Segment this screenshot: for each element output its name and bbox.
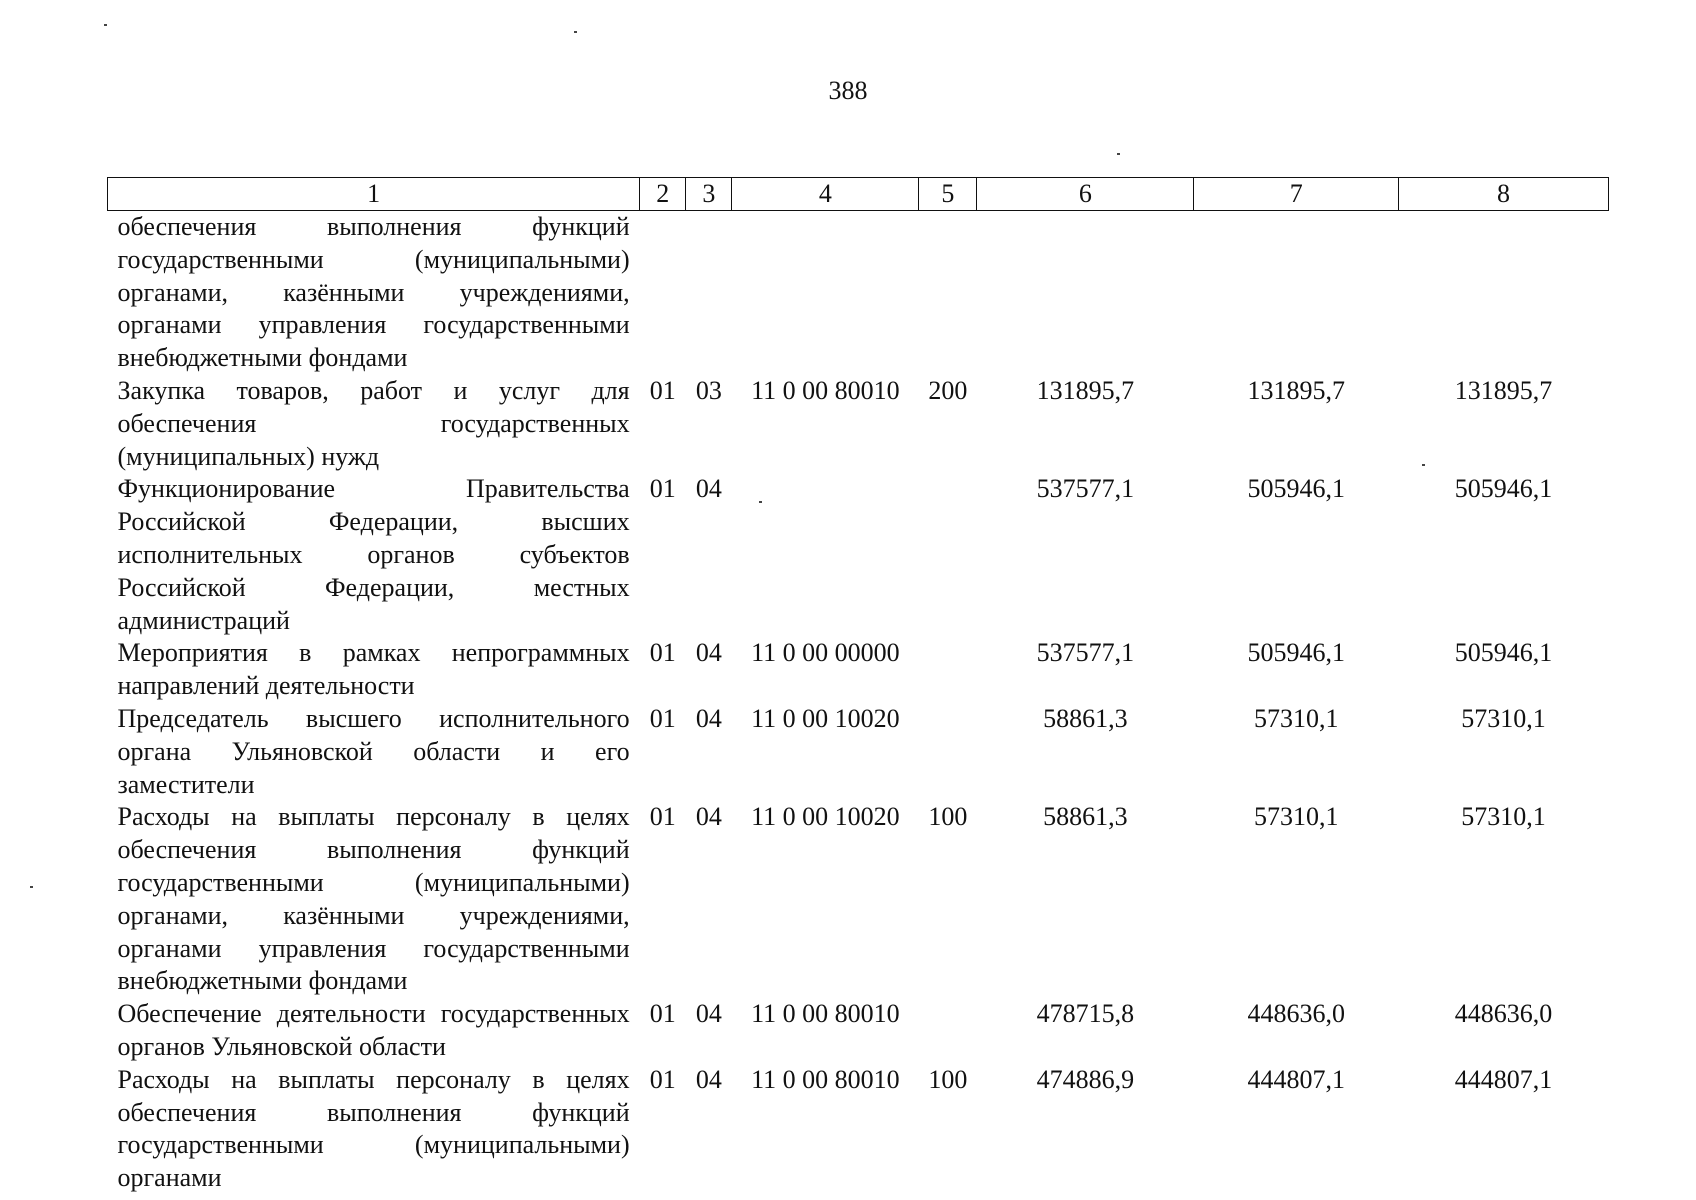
column-number-5: 5 — [919, 178, 977, 211]
row-amount-col7: 131895,7 — [1247, 375, 1345, 405]
table-row — [108, 1064, 1609, 1195]
column-number-8: 8 — [1399, 178, 1609, 211]
budget-table-container — [107, 177, 1609, 1195]
column-number-4: 4 — [732, 178, 919, 211]
column-number-2: 2 — [640, 178, 686, 211]
row-amount-col8: 57310,1 — [1461, 703, 1546, 733]
row-subsection: 03 — [695, 375, 722, 405]
row-amount-col6: 131895,7 — [1036, 375, 1135, 405]
row-name: Функционирование Правительства Российской Федерации, высших исполнительных органов субъектов Российской Федерации, местных администраций — [117, 474, 630, 635]
row-amount-col6: 58861,3 — [1043, 802, 1128, 832]
column-number-header-row — [108, 178, 1609, 211]
row-name: Председатель высшего исполнительного органа Ульяновской области и его заместители — [117, 703, 630, 799]
row-subsection: 04 — [695, 1064, 722, 1094]
table-row — [108, 375, 1609, 473]
table-row — [108, 801, 1609, 998]
row-amount-col8: 57310,1 — [1461, 802, 1546, 832]
row-section — [640, 211, 686, 375]
row-target-article — [732, 211, 919, 375]
page-number: 388 — [828, 76, 868, 105]
budget-table — [107, 177, 1609, 1195]
row-subsection: 04 — [695, 802, 722, 832]
row-amount-col8 — [1399, 211, 1609, 375]
row-name: Расходы на выплаты персоналу в целях обеспечения выполнения функций государственными (муниципальными) органами, казёнными учреждениями, органами управления государственными внебюджетными фондами — [117, 802, 630, 996]
row-amount-col8: 505946,1 — [1454, 638, 1553, 668]
column-number-6: 6 — [977, 178, 1194, 211]
row-subsection: 04 — [695, 638, 722, 668]
row-amount-col7 — [1194, 211, 1399, 375]
scan-speck — [30, 886, 33, 888]
row-amount-col7: 505946,1 — [1247, 474, 1345, 504]
row-target-article — [732, 473, 919, 637]
row-target-article: 11 0 00 80010 — [751, 375, 900, 405]
scan-speck — [1117, 153, 1120, 155]
row-amount-col8: 444807,1 — [1454, 1064, 1553, 1094]
table-row — [108, 211, 1609, 375]
row-target-article: 11 0 00 80010 — [751, 999, 900, 1029]
row-subsection — [686, 211, 732, 375]
row-amount-col7: 505946,1 — [1247, 638, 1345, 668]
row-amount-col8: 448636,0 — [1454, 999, 1553, 1029]
row-expense-type — [919, 998, 977, 1064]
table-row — [108, 703, 1609, 801]
column-number-1: 1 — [108, 178, 640, 211]
row-name: обеспечения выполнения функций государственными (муниципальными) органами, казёнными учреждениями, органами управления государственными внебюджетными фондами — [117, 212, 630, 373]
column-number-7: 7 — [1194, 178, 1399, 211]
scan-speck — [104, 24, 107, 26]
row-amount-col7: 57310,1 — [1253, 703, 1339, 733]
row-section: 01 — [649, 999, 676, 1029]
row-amount-col7: 57310,1 — [1253, 802, 1339, 832]
table-row — [108, 473, 1609, 637]
row-name: Мероприятия в рамках непрограммных направлений деятельности — [117, 638, 630, 701]
row-expense-type — [919, 473, 977, 637]
row-amount-col8: 505946,1 — [1454, 474, 1553, 504]
table-row — [108, 998, 1609, 1064]
row-section: 01 — [649, 802, 676, 832]
row-target-article: 11 0 00 80010 — [751, 1064, 900, 1094]
row-expense-type: 100 — [928, 802, 968, 832]
row-amount-col6: 537577,1 — [1036, 474, 1135, 504]
row-target-article: 11 0 00 00000 — [751, 638, 900, 668]
row-section: 01 — [649, 375, 676, 405]
column-number-3: 3 — [686, 178, 732, 211]
row-subsection: 04 — [695, 999, 722, 1029]
row-name: Обеспечение деятельности государственных органов Ульяновской области — [117, 999, 630, 1061]
row-section: 01 — [649, 474, 676, 504]
row-amount-col6: 537577,1 — [1036, 638, 1135, 668]
row-name: Расходы на выплаты персоналу в целях обеспечения выполнения функций государственными (муниципальными) органами — [117, 1064, 630, 1193]
row-amount-col6: 58861,3 — [1043, 703, 1128, 733]
row-amount-col7: 448636,0 — [1247, 999, 1345, 1029]
row-subsection: 04 — [695, 474, 722, 504]
row-section: 01 — [649, 703, 676, 733]
row-expense-type: 200 — [928, 375, 968, 405]
row-section: 01 — [649, 1064, 676, 1094]
row-amount-col7: 444807,1 — [1247, 1064, 1345, 1094]
row-amount-col6: 474886,9 — [1036, 1064, 1135, 1094]
scan-speck — [574, 31, 577, 33]
row-expense-type — [919, 637, 977, 703]
row-expense-type: 100 — [928, 1064, 968, 1094]
row-amount-col6 — [977, 211, 1194, 375]
row-section: 01 — [649, 638, 676, 668]
row-amount-col8: 131895,7 — [1454, 375, 1553, 405]
row-target-article: 11 0 00 10020 — [751, 703, 900, 733]
row-expense-type — [919, 703, 977, 801]
scan-speck — [759, 501, 762, 503]
table-row — [108, 637, 1609, 703]
row-subsection: 04 — [695, 703, 722, 733]
row-target-article: 11 0 00 10020 — [751, 802, 900, 832]
row-amount-col6: 478715,8 — [1036, 999, 1135, 1029]
scan-speck — [1422, 464, 1425, 466]
row-name: Закупка товаров, работ и услуг для обеспечения государственных (муниципальных) нужд — [117, 375, 630, 471]
row-expense-type — [919, 211, 977, 375]
